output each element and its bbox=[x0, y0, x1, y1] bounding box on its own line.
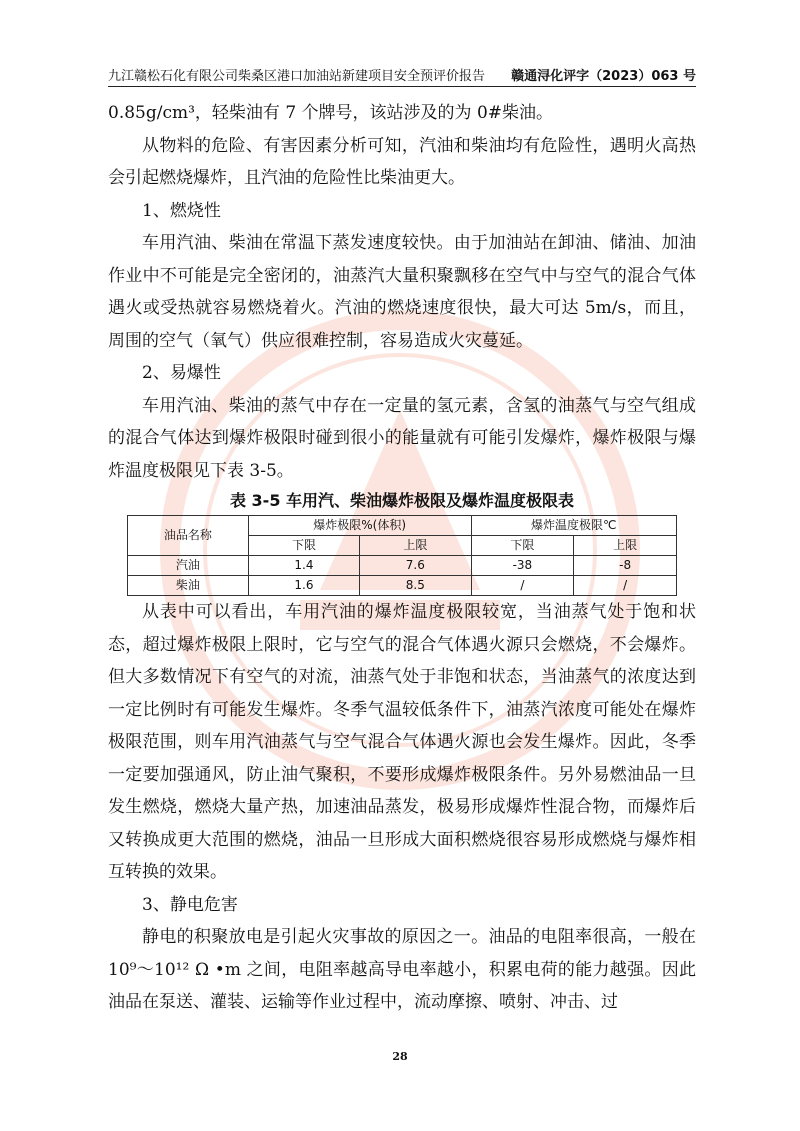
report-number: 赣通浔化评字（2023）063 号 bbox=[511, 69, 696, 84]
paragraph: 车用汽油、柴油的蒸气中存在一定量的氢元素，含氢的油蒸气与空气组成的混合气体达到爆炸极限时碰到很小的能量就有可能引发爆炸，爆炸极限与爆炸温度极限见下表 3-5。 bbox=[108, 395, 696, 481]
table-cell: 柴油 bbox=[128, 576, 249, 596]
paragraph: 0.85g/cm³，轻柴油有 7 个牌号，该站涉及的为 0#柴油。 bbox=[108, 103, 554, 123]
table-cell: 1.4 bbox=[248, 556, 359, 576]
column-group-header: 爆炸温度极限℃ bbox=[471, 516, 676, 536]
paragraph: 从物料的危险、有害因素分析可知，汽油和柴油均有危险性，遇明火高热会引起燃烧爆炸，且汽油的危险性比柴油更大。 bbox=[108, 135, 696, 188]
table-row bbox=[128, 556, 677, 576]
table-cell: 汽油 bbox=[128, 556, 249, 576]
section-heading: 2、易爆性 bbox=[142, 363, 221, 383]
page-number: 28 bbox=[392, 1050, 408, 1063]
column-header: 上限 bbox=[574, 536, 677, 556]
column-header: 上限 bbox=[360, 536, 471, 556]
explosion-limit-table bbox=[127, 515, 677, 596]
table-cell: 7.6 bbox=[360, 556, 471, 576]
table-cell: 1.6 bbox=[248, 576, 359, 596]
table-caption: 表 3-5 车用汽、柴油爆炸极限及爆炸温度极限表 bbox=[229, 491, 575, 510]
paragraph: 静电的积聚放电是引起火灾事故的原因之一。油品的电阻率很高，一般在 10⁹～10¹² Ω •m 之间，电阻率越高导电率越小，积累电荷的能力越强。因此油品在泵送、灌装、运输等作业过程中，流动摩擦、喷射、冲击、过 bbox=[108, 927, 696, 1012]
column-header: 油品名称 bbox=[128, 516, 249, 556]
report-title: 九江赣松石化有限公司柴桑区港口加油站新建项目安全预评价报告 bbox=[108, 69, 486, 84]
document-body bbox=[108, 97, 696, 1019]
section-heading: 1、燃烧性 bbox=[142, 200, 221, 221]
table-row bbox=[128, 576, 677, 596]
column-group-header: 爆炸极限%(体积) bbox=[248, 516, 471, 536]
paragraph: 车用汽油、柴油在常温下蒸发速度较快。由于加油站在卸油、储油、加油作业中不可能是完全密闭的，油蒸汽大量积聚飘移在空气中与空气的混合气体遇火或受热就容易燃烧着火。汽油的燃烧速度很快，最大可达 5m/s，而且，周围的空气（氧气）供应很难控制，容易造成火灾蔓延。 bbox=[108, 233, 696, 351]
column-header: 下限 bbox=[248, 536, 359, 556]
table-cell: -38 bbox=[471, 556, 574, 576]
table-cell: -8 bbox=[574, 556, 677, 576]
table-cell: 8.5 bbox=[360, 576, 471, 596]
table-cell: / bbox=[574, 576, 677, 596]
section-heading: 3、静电危害 bbox=[142, 894, 238, 915]
table-cell: / bbox=[471, 576, 574, 596]
paragraph: 从表中可以看出，车用汽油的爆炸温度极限较宽，当油蒸气处于饱和状态，超过爆炸极限上限时，它与空气的混合气体遇火源只会燃烧，不会爆炸。但大多数情况下有空气的对流，油蒸气处于非饱和状态，当油蒸气的浓度达到一定比例时有可能发生爆炸。冬季气温较低条件下，油蒸汽浓度可能处在爆炸极限范围，则车用汽油蒸气与空气混合气体遇火源也会发生爆炸。因此，冬季一定要加强通风，防止油气聚积，不要形成爆炸极限条件。另外易燃油品一旦发生燃烧，燃烧大量产热，加速油品蒸发，极易形成爆炸性混合物，而爆炸后又转换成更大范围的燃烧，油品一旦形成大面积燃烧很容易形成燃烧与爆炸相互转换的效果。 bbox=[108, 602, 696, 882]
column-header: 下限 bbox=[471, 536, 574, 556]
page-header bbox=[108, 62, 696, 87]
